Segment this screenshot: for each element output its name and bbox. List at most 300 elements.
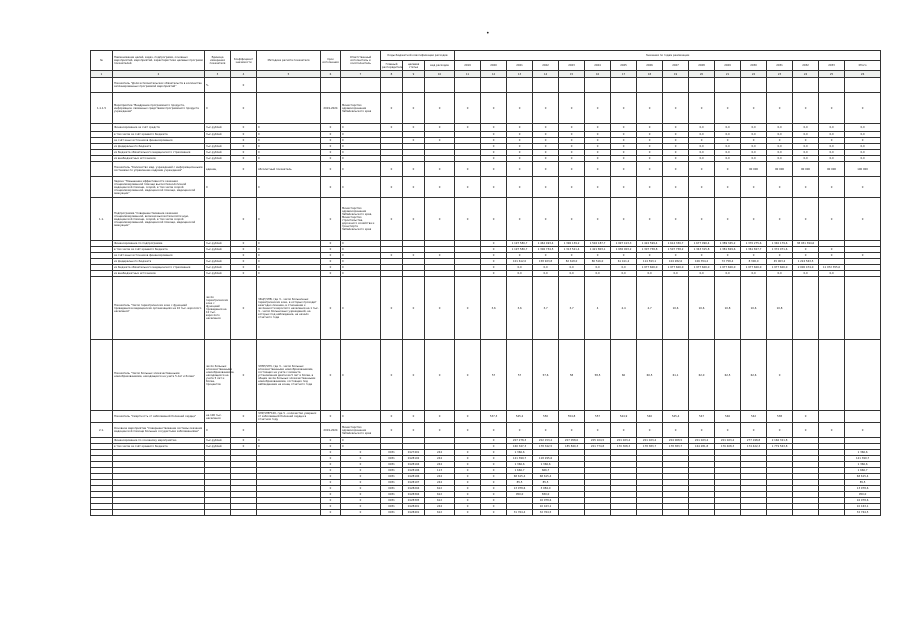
row-term: 0: [321, 277, 341, 340]
row-value: 0: [425, 253, 455, 259]
row-value: 1 977 600,0: [767, 265, 793, 271]
row-value: 4: [585, 277, 611, 340]
table-header-row: [91, 51, 881, 61]
column-number: 16: [585, 71, 611, 78]
row-resp: 0: [341, 150, 381, 156]
row-term: 0: [321, 468, 341, 474]
row-method: ЧЛУ/ЧНВ*100, где Ч - количество умерших от заболеваний болезней сердца в отчетном году: [257, 411, 321, 423]
table-row: [91, 340, 881, 411]
row-value: 0: [559, 177, 585, 198]
row-value: 0: [585, 423, 611, 438]
column-number: 26: [845, 71, 881, 78]
row-method: [257, 423, 321, 438]
row-value: 90 000: [819, 162, 845, 177]
row-total: 10 163,1: [845, 504, 881, 510]
row-unit: [205, 510, 231, 516]
row-value: 0: [481, 177, 507, 198]
row-value: 0: [425, 177, 455, 198]
row-value: 0: [381, 423, 403, 438]
year-header: 2031: [767, 61, 793, 71]
row-value: 82 618,0: [559, 259, 585, 265]
row-value: 0: [533, 132, 559, 138]
row-coef: 0: [231, 144, 257, 150]
row-value: 0,0: [793, 150, 819, 156]
row-coef: 0: [231, 265, 257, 271]
row-value: 0: [663, 132, 689, 138]
row-value: 557: [585, 411, 611, 423]
row-method: [257, 78, 321, 93]
row-value: 3,7: [533, 277, 559, 340]
row-value: 0: [585, 138, 611, 144]
row-method: 0: [257, 156, 321, 162]
row-unit: число больных злокачественными новообразованиями, находящихся на учете 5 лет и более, процентов: [205, 340, 231, 411]
budget-line-row: [91, 510, 881, 516]
row-value: 0: [533, 156, 559, 162]
row-value: 176 408,3: [715, 444, 741, 450]
total-header: Итого: [845, 61, 881, 71]
row-value: 0,0: [819, 124, 845, 132]
row-value: 1 366,6: [507, 450, 533, 456]
row-value: 0: [845, 253, 881, 259]
budget-cb2: 0127401: [403, 450, 425, 456]
row-value: 0: [689, 162, 715, 177]
row-value: 0: [455, 510, 481, 516]
year-header: 2026: [637, 61, 663, 71]
row-value: 0,0: [689, 271, 715, 277]
header-resp: Ответственный исполнитель и соисполнитель: [341, 51, 381, 71]
row-value: 1 422 599,4: [637, 241, 663, 247]
budget-cb3: 612: [425, 510, 455, 516]
row-total: 1 666,7: [845, 468, 881, 474]
row-name: из внебюджетных источников: [113, 156, 205, 162]
row-method: 0: [257, 177, 321, 198]
row-value: 0: [845, 177, 881, 198]
row-value: 0: [403, 138, 425, 144]
row-value: 0,0: [845, 144, 881, 150]
row-value: 0,0: [637, 271, 663, 277]
year-header: 2022: [533, 61, 559, 71]
row-value: 80 516,0: [585, 259, 611, 265]
row-coef: 0: [231, 93, 257, 124]
row-term: 0: [321, 474, 341, 480]
row-value: 201 023,4: [715, 438, 741, 444]
row-value: 207 058,0: [559, 438, 585, 444]
row-value: 38 931 394,6: [793, 241, 819, 247]
row-value: 0: [481, 132, 507, 138]
row-value: 0: [481, 438, 507, 444]
row-value: 0: [559, 144, 585, 150]
row-value: [403, 78, 425, 93]
row-value: [559, 510, 585, 516]
row-value: 0: [663, 198, 689, 241]
row-value: 0: [637, 144, 663, 150]
row-value: 0: [741, 253, 767, 259]
row-value: 0: [767, 253, 793, 259]
row-value: 0: [767, 138, 793, 144]
row-value: 550: [533, 411, 559, 423]
budget-cb3: 244: [425, 480, 455, 486]
row-value: 0: [507, 150, 533, 156]
row-name: за счёт иных источников финансирования: [113, 138, 205, 144]
row-resp: 0: [341, 510, 381, 516]
row-coef: 0: [231, 259, 257, 265]
row-value: 0: [455, 277, 481, 340]
row-value: 0: [425, 162, 455, 177]
row-value: 0: [507, 156, 533, 162]
row-value: 31 764,4: [507, 510, 533, 516]
header-name: Наименование целей, задач, подпрограмм, основных мероприятий, мероприятий, характеристики целевых программ показателей: [113, 51, 205, 71]
row-value: 0: [381, 253, 403, 259]
row-value: 545,2: [507, 411, 533, 423]
row-value: 170 308,3: [611, 444, 637, 450]
row-term: 0: [321, 156, 341, 162]
year-header: 2023: [559, 61, 585, 71]
row-value: 0: [767, 93, 793, 124]
budget-cb1: 0931: [381, 498, 403, 504]
row-value: 0: [455, 450, 481, 456]
column-number: 21: [715, 71, 741, 78]
row-value: 0: [481, 93, 507, 124]
row-term: 0: [321, 504, 341, 510]
row-value: 0: [403, 198, 425, 241]
budget-cb3: 612: [425, 486, 455, 492]
row-method: 0: [257, 124, 321, 132]
row-name: Показатель "Смертность от заболеваний болезней сердца": [113, 411, 205, 423]
row-value: 0: [455, 480, 481, 486]
row-value: 0: [585, 144, 611, 150]
row-value: 0: [715, 423, 741, 438]
row-method: 0: [257, 138, 321, 144]
row-value: [845, 277, 881, 340]
row-value: 0,0: [793, 132, 819, 138]
row-value: 10,8: [715, 277, 741, 340]
table-row: [91, 78, 881, 93]
row-value: 0,0: [793, 144, 819, 150]
row-value: 1 614 330,7: [663, 241, 689, 247]
row-value: [845, 411, 881, 423]
budget-cb1: 0931: [381, 462, 403, 468]
row-value: 57,6: [533, 340, 559, 411]
row-value: 0: [455, 504, 481, 510]
row-value: 1 313 521,4: [559, 247, 585, 253]
column-number: 8: [381, 71, 403, 78]
row-value: 0: [403, 253, 425, 259]
row-name: в том числе за счёт краевого бюджета: [113, 132, 205, 138]
row-value: 0,0: [741, 132, 767, 138]
row-value: 0: [481, 498, 507, 504]
budget-cb3: 244: [425, 450, 455, 456]
row-value: [793, 277, 819, 340]
header-values-by-years: Значения по годам реализации: [455, 51, 881, 61]
table-row: [91, 177, 881, 198]
row-resp: 0: [341, 480, 381, 486]
row-value: 0,0: [533, 265, 559, 271]
row-value: [425, 78, 455, 93]
row-resp: 0: [341, 247, 381, 253]
row-value: 178 383,7: [663, 444, 689, 450]
row-value: 0: [507, 423, 533, 438]
row-value: 0,0: [819, 271, 845, 277]
row-term: 0: [321, 124, 341, 132]
row-value: [845, 340, 881, 411]
row-value: 0: [689, 177, 715, 198]
row-value: 0: [455, 124, 481, 132]
row-value: 45 003,2: [767, 259, 793, 265]
row-value: 0: [559, 253, 585, 259]
row-value: 1 936 003,2: [611, 247, 637, 253]
row-value: 0: [381, 162, 403, 177]
row-value: 0,0: [741, 150, 767, 156]
row-coef: 0: [231, 411, 257, 423]
row-value: 205 104,5: [585, 438, 611, 444]
row-unit: тыс.рублей: [205, 438, 231, 444]
row-term: 0: [321, 241, 341, 247]
row-resp: 0: [341, 474, 381, 480]
row-unit: на 100 тыс. населения: [205, 411, 231, 423]
table-row: [91, 423, 881, 438]
budget-cb2: 0128401: [403, 510, 425, 516]
row-value: 62,0: [689, 340, 715, 411]
year-header: 2021: [507, 61, 533, 71]
row-term: 0: [321, 411, 341, 423]
row-value: [689, 78, 715, 93]
row-value: [819, 78, 845, 93]
row-term: 0: [321, 498, 341, 504]
row-value: 0: [559, 124, 585, 132]
column-number-row: [91, 71, 881, 78]
row-value: 0: [715, 253, 741, 259]
budget-cb1: 0031: [381, 450, 403, 456]
row-value: 0,0: [689, 156, 715, 162]
row-value: 0,0: [715, 132, 741, 138]
row-value: 1 370 275,6: [741, 241, 767, 247]
row-no: [91, 177, 113, 198]
row-value: 13 978,6: [507, 486, 533, 492]
header-cb1: Главный распорядитель: [382, 62, 403, 69]
row-coef: 0: [231, 162, 257, 177]
row-value: [793, 78, 819, 93]
row-total: 13 978,6: [845, 486, 881, 492]
row-value: 0: [741, 198, 767, 241]
row-value: 0: [559, 138, 585, 144]
row-unit: 0: [205, 93, 231, 124]
row-term: 0: [321, 510, 341, 516]
row-value: 0: [793, 423, 819, 438]
row-value: 0: [533, 162, 559, 177]
column-number: 4: [231, 71, 257, 78]
row-name: Основное мероприятие "Совершенствование системы оказания медицинской помощи больным сосудистыми заболеваниями": [113, 423, 205, 438]
row-name: [113, 510, 205, 516]
row-value: 1 977 600,0: [663, 265, 689, 271]
year-header: 2028: [689, 61, 715, 71]
row-method: 0: [257, 259, 321, 265]
row-value: 0: [381, 277, 403, 340]
row-value: 57: [481, 340, 507, 411]
row-value: 0,0: [715, 124, 741, 132]
row-value: 0: [819, 93, 845, 124]
row-no: [91, 162, 113, 177]
row-value: 0: [425, 340, 455, 411]
column-number: 20: [689, 71, 715, 78]
row-unit: тыс.рублей: [205, 241, 231, 247]
header-no: №: [91, 51, 113, 71]
row-value: 0: [663, 150, 689, 156]
row-value: 538: [767, 411, 793, 423]
row-value: 0: [637, 132, 663, 138]
row-value: 0: [481, 247, 507, 253]
row-value: 0: [585, 93, 611, 124]
row-value: 62,5: [715, 340, 741, 411]
row-resp: 0: [341, 259, 381, 265]
row-value: 10,6: [689, 277, 715, 340]
row-name: Подпрограмма "Совершенствование оказания специализированной, включая высокотехнологичную, медицинской помощи, скорой, в том числе скорой специализированной, медицинской помощи, медицинской эвакуации": [113, 198, 205, 241]
year-header: 2029: [715, 61, 741, 71]
row-value: 0: [455, 340, 481, 411]
row-value: 4,7: [637, 277, 663, 340]
row-value: 8 300,0: [741, 259, 767, 265]
row-value: 0: [637, 138, 663, 144]
row-value: 0: [533, 124, 559, 132]
row-value: 0,0: [819, 150, 845, 156]
row-resp: 0: [341, 486, 381, 492]
header-term: Срок исполнения: [321, 51, 341, 71]
row-value: 164 281,8: [689, 444, 715, 450]
row-term: 0: [321, 340, 341, 411]
row-value: 0: [845, 138, 881, 144]
row-value: 1 224 563,5: [793, 259, 819, 265]
budget-cb2: 0128401: [403, 504, 425, 510]
year-header: 2033: [819, 61, 845, 71]
row-method: 0: [257, 438, 321, 444]
row-term: 0: [321, 138, 341, 144]
row-value: 0: [455, 498, 481, 504]
row-value: [741, 78, 767, 93]
row-value: 0: [689, 253, 715, 259]
row-value: 0: [585, 132, 611, 138]
row-value: 0: [819, 198, 845, 241]
row-value: 0,0: [741, 144, 767, 150]
row-value: 0,0: [767, 124, 793, 132]
row-value: 0: [533, 144, 559, 150]
row-value: 1 343 315,8: [689, 247, 715, 253]
row-value: 1 389 345,2: [715, 241, 741, 247]
row-value: 0: [845, 423, 881, 438]
row-resp: 0: [341, 450, 381, 456]
row-value: 1 366,6: [533, 462, 559, 468]
row-value: 0: [611, 132, 637, 138]
row-value: 2 166 321,8: [767, 438, 793, 444]
row-value: 0: [767, 177, 793, 198]
row-resp: 0: [341, 132, 381, 138]
column-number: 7: [341, 71, 381, 78]
row-value: 121 399,7: [507, 456, 533, 462]
row-value: 950,0: [507, 492, 533, 498]
row-value: 1 666,7: [507, 468, 533, 474]
row-resp: 0: [341, 340, 381, 411]
row-value: [455, 78, 481, 93]
row-value: 0: [637, 253, 663, 259]
year-header: 2032: [793, 61, 819, 71]
header-cb2: целевая статья: [403, 61, 425, 71]
row-value: 1 677 090,4: [689, 241, 715, 247]
row-term: 0: [321, 492, 341, 498]
row-term: 0: [321, 444, 341, 450]
row-value: 104 282,6: [663, 259, 689, 265]
row-unit: тыс.рублей: [205, 150, 231, 156]
row-resp: 0: [341, 411, 381, 423]
row-coef: 0: [231, 247, 257, 253]
column-number: 9: [403, 71, 425, 78]
row-value: 106 354,2: [689, 259, 715, 265]
budget-cb3: 244: [425, 462, 455, 468]
row-value: 0: [637, 156, 663, 162]
row-value: 0,0: [819, 144, 845, 150]
row-resp: Министерство здравоохранения Забайкальского края: [341, 423, 381, 438]
row-no: [91, 340, 113, 411]
column-number: 23: [767, 71, 793, 78]
row-value: 546: [715, 411, 741, 423]
row-method: 0: [257, 444, 321, 450]
row-total: 121 399,7: [845, 456, 881, 462]
row-value: 178 342,5: [533, 444, 559, 450]
row-value: 0: [507, 144, 533, 150]
row-value: 545,4: [663, 411, 689, 423]
row-value: 0,0: [533, 271, 559, 277]
row-resp: 0: [341, 492, 381, 498]
row-value: 90 000: [767, 162, 793, 177]
row-resp: Министерство здравоохранения Забайкальского края: [341, 93, 381, 124]
row-value: 0,0: [507, 271, 533, 277]
row-value: [767, 510, 793, 516]
row-value: [715, 78, 741, 93]
row-no: [91, 78, 113, 93]
row-value: 0: [481, 486, 507, 492]
row-value: 0,0: [689, 132, 715, 138]
row-value: [793, 340, 819, 411]
row-unit: тыс.рублей: [205, 124, 231, 132]
row-value: 0: [403, 177, 425, 198]
year-header: 2025: [611, 61, 637, 71]
row-value: 0: [689, 198, 715, 241]
row-coef: 0: [231, 132, 257, 138]
row-value: 0: [715, 162, 741, 177]
row-value: 0: [663, 156, 689, 162]
row-value: 201 023,4: [637, 438, 663, 444]
row-coef: [231, 510, 257, 516]
row-method: ЧЛЗН/ЧНЗ, где Ч - число больных злокачественными новообразованиями, состоящих на учете с момента установления диагноза 5 лет и более, в общем числе больных злокачественными новообразованиями, состоящих под наблюдением на конец отчетного года: [257, 340, 321, 411]
row-value: 0: [403, 423, 425, 438]
row-value: 201 023,4: [689, 438, 715, 444]
row-value: 57: [507, 340, 533, 411]
row-value: 0,0: [845, 156, 881, 162]
row-term: 0: [321, 462, 341, 468]
budget-cb2: 0128107: [403, 480, 425, 486]
row-value: 178 383,7: [637, 444, 663, 450]
header-method: Методика расчёта показателя: [257, 51, 321, 71]
row-value: 0: [637, 93, 663, 124]
row-resp: 0: [341, 265, 381, 271]
row-value: 0: [637, 124, 663, 132]
row-resp: 0: [341, 156, 381, 162]
row-value: 1 462 493,4: [533, 241, 559, 247]
row-no: [91, 124, 113, 132]
column-number: 24: [793, 71, 819, 78]
column-number: 5: [257, 71, 321, 78]
row-value: 830,0: [533, 492, 559, 498]
row-value: 0: [403, 411, 425, 423]
row-value: 0,0: [611, 265, 637, 271]
row-method: 0: [257, 132, 321, 138]
